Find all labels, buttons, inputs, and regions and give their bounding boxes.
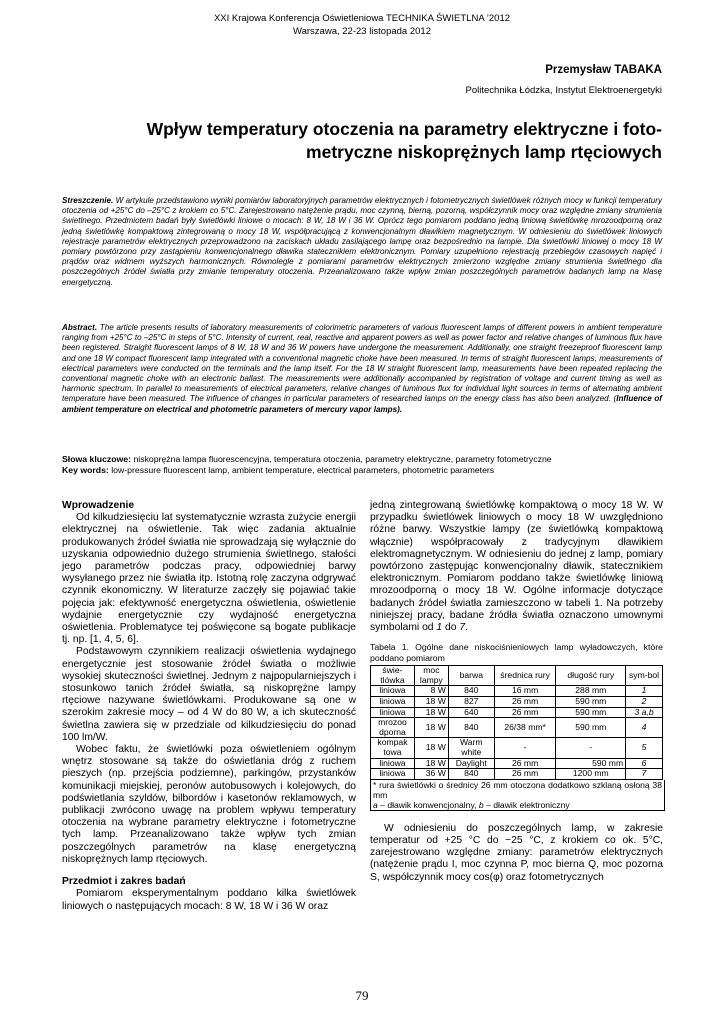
table-cell: liniowa bbox=[371, 758, 415, 769]
right-column bbox=[370, 500, 663, 884]
table-cell: 288 mm bbox=[556, 686, 626, 697]
table-header-row bbox=[371, 666, 663, 686]
table-cell: liniowa bbox=[371, 686, 415, 697]
table-cell: - bbox=[494, 738, 556, 758]
table-cell: kompak towa bbox=[371, 738, 415, 758]
table-header-cell: długość rury bbox=[556, 666, 626, 686]
keywords bbox=[62, 454, 662, 476]
table-cell: 7 bbox=[626, 769, 663, 780]
table-header-cell: moc lampy bbox=[414, 666, 448, 686]
table-cell: 1200 mm bbox=[556, 769, 626, 780]
table-row bbox=[371, 718, 663, 738]
table-cell: liniowa bbox=[371, 769, 415, 780]
table-cell: Warm white bbox=[448, 738, 494, 758]
paper-title bbox=[62, 118, 662, 164]
table-cell: 840 bbox=[448, 718, 494, 738]
table-note: * rura świetlówki o średnicy 26 mm otoczona dodatkowo szklaną osłoną 38 mm bbox=[373, 779, 662, 800]
page-number: 79 bbox=[355, 988, 369, 1003]
abstract-text: The article presents results of laboratory measurements of colorimetric parameters of various fluorescent lamps of different powers in ambient temperature ranging from +25°C to –25°C in steps of 5°C. Intensity of current, real, reactive and apparent powers as well as power factor and relative changes of luminous flux have been registered. Straight fluorescent lamps of 8 W, 18 W and 36 W powers have undergone the measurement. Additionally, one straight freezeproof fluorescent lamp and one 18 W compact fluorescent lamp integrated with a conventional magnetic choke have been measured. In terms of straight fluorescent lamps, measurements of electrical parameters were conducted on the terminals and the lamp itself. For the 18 W straight fluorescent lamp, measurements have been repeated replacing the conventional magnetic choke with an electronic ballast. The measurements were additionally accompanied by registration of voltage and current timing as well as harmonic spectrum. In parallel to measurements of electrical parameters, relative changes of luminous flux for individual light sources in terms of alternating ambient temperature have been measured. The influence of changes in particular parameters of researched lamps on the energy class has also been analyzed. ( bbox=[62, 323, 662, 404]
author-affiliation: Politechnika Łódzka, Instytut Elektroenergetyki bbox=[465, 85, 662, 96]
table-cell: 840 bbox=[448, 686, 494, 697]
table-cell: liniowa bbox=[371, 697, 415, 708]
abstract bbox=[62, 323, 662, 415]
lamp-data-table bbox=[370, 665, 663, 780]
section-heading-scope: Przedmiot i zakres badań bbox=[62, 876, 186, 888]
table-row bbox=[371, 697, 663, 708]
table-cell: 827 bbox=[448, 697, 494, 708]
table-cell: 8 W bbox=[414, 686, 448, 697]
table-cell: 26 mm bbox=[494, 758, 556, 769]
keywords-en-label: Key words: bbox=[62, 465, 109, 475]
table-notes bbox=[370, 780, 665, 811]
paragraph-text: . bbox=[465, 622, 468, 634]
abstract-english-title: Influence of ambient temperature on electrical and photometric parameters of mercury vapor lamps). bbox=[62, 394, 662, 414]
abstract-label: Abstract. bbox=[62, 323, 98, 332]
paper-title-line1: Wpływ temperatury otoczenia na parametry elektryczne i foto- bbox=[146, 119, 662, 139]
table-row bbox=[371, 769, 663, 780]
table-cell: 3 a,b bbox=[626, 707, 663, 718]
note-text: – dławik konwencjonalny, bbox=[377, 799, 479, 810]
note-symbol: b bbox=[478, 799, 484, 810]
table-cell: - bbox=[556, 738, 626, 758]
table-row bbox=[371, 758, 663, 769]
table-cell: 590 mm bbox=[556, 758, 626, 769]
table-header-cell: świe-tlówka bbox=[371, 666, 415, 686]
paragraph bbox=[370, 500, 663, 634]
table-cell: 590 mm bbox=[556, 697, 626, 708]
section-heading-introduction: Wprowadzenie bbox=[62, 500, 135, 511]
streszczenie-label: Streszczenie. bbox=[62, 196, 114, 205]
paragraph: Od kilkudziesięciu lat systematycznie wzrasta zużycie energii elektrycznej na oświetlenie. Tak więc zadania aktualnie produkowanych źródeł światła nie sprowadzają się wyłącznie do uzyskania odpowiednio dużego strumienia świetlnego, stałości jego parametrów podczas pracy, odpowiedniej barwy wysyłanego przez nie światła itp. Istotną rolę zaczyna odgrywać czynnik ekonomiczny. W literaturze zaczęły się pojawiać takie pojęcia jak: efektywność energetyczna oświetlenia, oświetlenie wydajnie energetycznie czy wydajność energetyczna oświetlenia. Problematyce tej poświęcone są bogate publikacje tj. np. [1, 4, 5, 6]. bbox=[62, 512, 356, 646]
table-cell: 18 W bbox=[414, 758, 448, 769]
conference-date: Warszawa, 22-23 listopada 2012 bbox=[292, 26, 431, 37]
table-row bbox=[371, 686, 663, 697]
table-cell: 26 mm bbox=[494, 769, 556, 780]
conference-title: XXI Krajowa Konferencja Oświetleniowa TECHNIKA ŚWIETLNA ’2012 bbox=[213, 13, 511, 24]
paragraph: Podstawowym czynnikiem realizacji oświetlenia wydajnego energetycznie jest stosowanie źródeł światła o możliwie wysokiej skuteczności świetlnej. Jednym z najpopularniejszych i stosunkowo tanich źródeł światła, są niskoprężne lampy rtęciowe nazywane świetlówkami. Produkowane są one w szerokim zakresie mocy – od 4 W do 80 W, a ich skuteczność świetlna zawiera się w przedziale od kilkudziesięciu do ponad 100 lm/W. bbox=[62, 646, 356, 743]
table-header-cell: sym-bol bbox=[626, 666, 663, 686]
table-cell: mrozoo dporna bbox=[371, 718, 415, 738]
table-cell: 36 W bbox=[414, 769, 448, 780]
table-cell: 18 W bbox=[414, 738, 448, 758]
table-row bbox=[371, 707, 663, 718]
table-cell: 2 bbox=[626, 697, 663, 708]
symbol-from: 1 bbox=[436, 622, 443, 634]
paragraph: Pomiarom eksperymentalnym poddano kilka świetlówek liniowych o następujących mocach: 8 W, 18 W i 36 W oraz bbox=[62, 888, 356, 912]
table-cell: Daylight bbox=[448, 758, 494, 769]
conference-header bbox=[0, 12, 724, 38]
paragraph: Wobec faktu, że świetlówki poza oświetleniem ogólnym wnętrz stosowane są także do oświetlania dróg z ruchem pieszych (np. przejścia podziemne), parkingów, przystanków komunikacji miejskiej, peronów autobusowych i kolejowych, do podświetlania szyldów, bilbordów i kasetonów reklamowych, w publikacji zwrócono uwagę na problem wpływu temperatury otoczenia na wybrane parametry elektryczne i fotometryczne tych lamp. Przeanalizowano także wpływ tych zmian poszczególnych parametrów na klasę energetyczną niskoprężnych lamp rtęciowych. bbox=[62, 744, 356, 865]
table-cell: 640 bbox=[448, 707, 494, 718]
streszczenie bbox=[62, 196, 662, 288]
table-cell: 840 bbox=[448, 769, 494, 780]
table-cell: 26 mm bbox=[494, 697, 556, 708]
paragraph-text: jedną zintegrowaną świetlówkę kompaktową o mocy 18 W. W przypadku świetlówek liniowych o mocy 18 W uwzględniono różne barwy. Wszystkie lampy (ze świetlówką kompaktową włącznie) współpracowały z tradycyjnym dławikiem elektromagnetycznym. W odniesieniu do jednej z lamp, pomiary powtórzono zastępując konwencjonalny dławik, statecznikiem elektronicznym. Pomiarom poddano także świetlówkę liniową mrozoodporną o mocy 18 W. Ogólne informacje dotyczące badanych źródeł światła zamieszczono w tabeli 1. Na potrzeby niniejszej pracy, badane źródła światła oznaczono umownymi symbolami od bbox=[370, 500, 663, 634]
streszczenie-text: W artykule przedstawiono wyniki pomiarów laboratoryjnych parametrów elektrycznych i fotometrycznych świetlówek różnych mocy w funkcji temperatury otoczenia od +25°C do –25°C z krokiem co 5°C. Zarejestrowano natężenie prądu, moc czynną, bierną, pozorną, współczynnik mocy oraz względne zmiany strumienia świetlnego. Przedmiotem badań były świetlówki liniowe o mocach: 8 W, 18 W i 36 W. Oprócz tego pomiarom poddano jedną liniową świetlówkę mrozoodporną oraz jedną świetlówkę kompaktową zintegrowaną o mocy 18 W, współpracującą z konwencjonalnym dławikiem magnetycznym. W odniesieniu do świetlówek liniowych rejestracje parametrów elektrycznych przeprowadzono na zaciskach układu zasilającego lampę oraz bezpośrednio na lampie. Dla świetlówki liniowej o mocy 18 W pomiary powtórzono przy zastąpieniu konwencjonalnego dławika statecznikiem elektronicznym. Pomiary uzupełniono rejestracją przebiegów czasowych napięć i prądów oraz widmem wyższych harmonicznych. Równolegle z pomiarami parametrów elektrycznych zmierzono względne zmiany strumienia świetlnego dla poszczególnych źródeł światła przy zmianie temperatury otoczenia. Przeanalizowano także wpływ zmian poszczególnych parametrów badanych lamp na klasę energetyczną. bbox=[62, 196, 662, 287]
table-cell: 6 bbox=[626, 758, 663, 769]
table-note bbox=[373, 800, 662, 810]
table-row bbox=[371, 738, 663, 758]
keywords-pl-label: Słowa kluczowe: bbox=[62, 454, 132, 464]
table-cell: 18 W bbox=[414, 707, 448, 718]
paragraph: W odniesieniu do poszczególnych lamp, w zakresie temperatur od +25 °C do −25 °C, z krokiem co ok. 5°C, zarejestrowano względne zmiany: parametrów elektrycznych (natężenie prądu I, moc czynna P, moc bierna Q, moc pozorna S, współczynnik mocy cos(φ) oraz fotometrycznych bbox=[370, 822, 663, 883]
table-header-cell: średnica rury bbox=[494, 666, 556, 686]
symbol-to: 7 bbox=[459, 622, 466, 634]
left-column bbox=[62, 500, 356, 913]
note-symbol: a bbox=[373, 799, 378, 810]
paper-title-line2: metryczne niskoprężnych lamp rtęciowych bbox=[306, 142, 662, 162]
table-cell: 590 mm bbox=[556, 707, 626, 718]
table-cell: 16 mm bbox=[494, 686, 556, 697]
table-caption: Tabela 1. Ogólne dane niskociśnieniowych lamp wyładowczych, które poddano pomiarom bbox=[370, 642, 663, 663]
table-cell: 5 bbox=[626, 738, 663, 758]
table-header-cell: barwa bbox=[448, 666, 494, 686]
table-cell: liniowa bbox=[371, 707, 415, 718]
table-cell: 1 bbox=[626, 686, 663, 697]
table-cell: 590 mm bbox=[556, 718, 626, 738]
table-cell: 18 W bbox=[414, 697, 448, 708]
table-cell: 26 mm bbox=[494, 707, 556, 718]
table-cell: 26/38 mm* bbox=[494, 718, 556, 738]
note-text: – dławik elektroniczny bbox=[483, 799, 570, 810]
paragraph-text: do bbox=[442, 622, 460, 634]
keywords-pl-text: niskoprężna lampa fluorescencyjna, temperatura otoczenia, parametry elektryczne, parametry fotometryczne bbox=[131, 454, 552, 464]
table-cell: 4 bbox=[626, 718, 663, 738]
author-name: Przemysław TABAKA bbox=[545, 64, 662, 76]
keywords-en-text: low-pressure fluorescent lamp, ambient temperature, electrical parameters, photometric parameters bbox=[108, 465, 495, 475]
table-cell: 18 W bbox=[414, 718, 448, 738]
